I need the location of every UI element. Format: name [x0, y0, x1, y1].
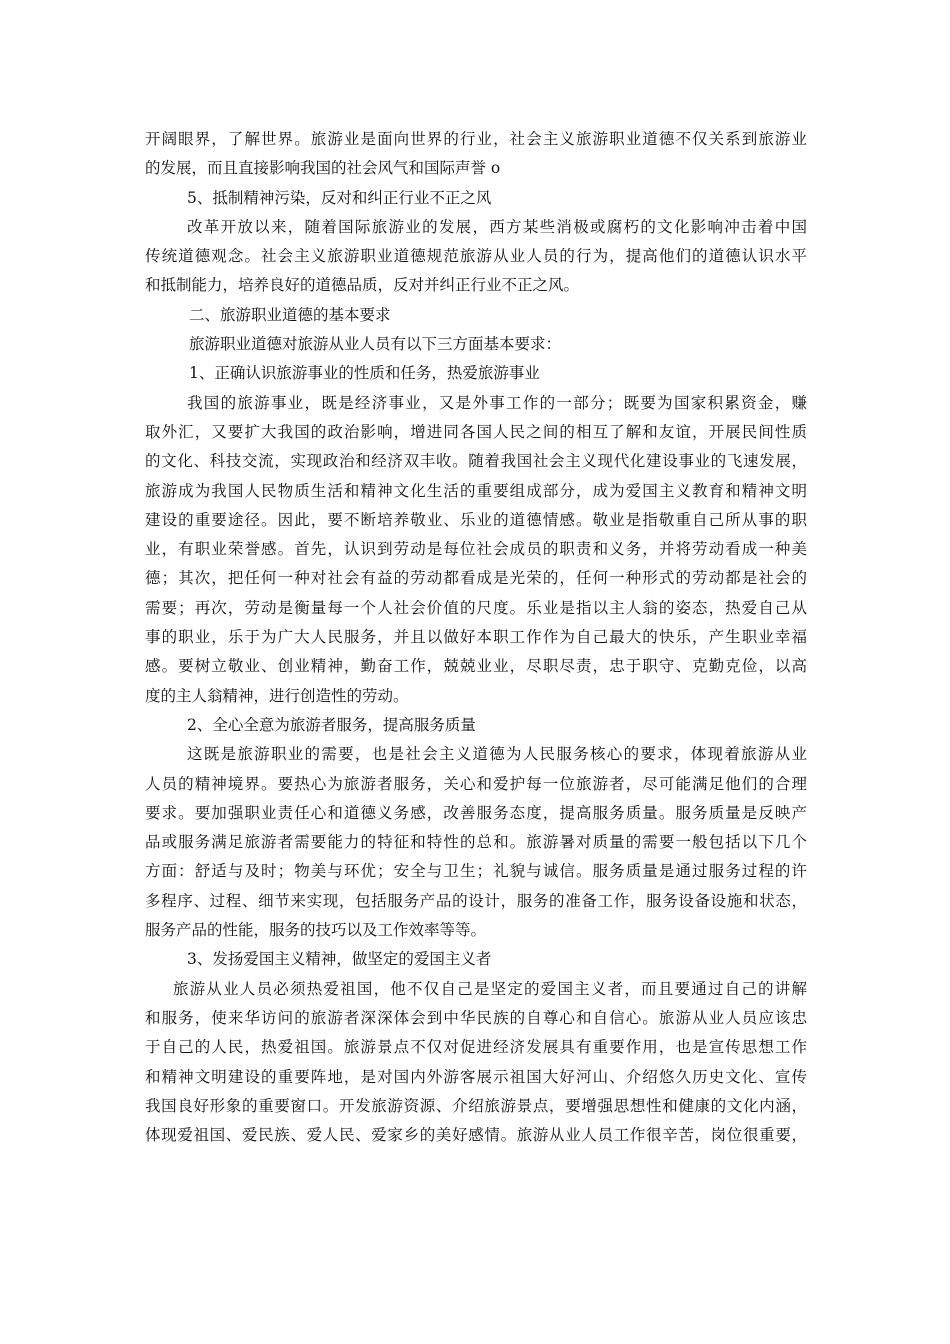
paragraph-line: 和服务，使来华访问的旅游者深深体会到中华民族的自尊心和自信心。旅游从业人员应该忠 [145, 1008, 807, 1027]
paragraph-line: 旅游成为我国人民物质生活和精神文化生活的重要组成部分，成为爱国主义教育和精神文明 [145, 481, 807, 500]
paragraph-line: 度的主人翁精神，进行创造性的劳动。 [145, 686, 409, 705]
section-heading: 2、全心全意为旅游者服务，提高服务质量 [187, 715, 476, 734]
paragraph-line: 事的职业，乐于为广大人民服务，并且以做好本职工作作为自己最大的快乐，产生职业幸福 [145, 628, 807, 647]
paragraph-line: 的文化、科技交流，实现政治和经济双丰收。随着我国社会主义现代化建设事业的飞速发展， [145, 452, 807, 471]
paragraph-line: 旅游职业道德对旅游从业人员有以下三方面基本要求： [189, 335, 562, 354]
section-heading: 1、正确认识旅游事业的性质和任务，热爱旅游事业 [189, 364, 540, 383]
paragraph-line: 取外汇，又要扩大我国的政治影响，增进同各国人民之间的相互了解和友谊，开展民间性质 [145, 422, 807, 441]
paragraph-line: 开阔眼界，了解世界。旅游业是面向世界的行业，社会主义旅游职业道德不仅关系到旅游业 [145, 130, 807, 148]
paragraph-line: 服务产品的性能，服务的技巧以及工作效率等等。 [145, 921, 487, 940]
paragraph-line: 要求。要加强职业责任心和道德义务感，改善服务态度，提高服务质量。服务质量是反映产 [145, 803, 807, 822]
paragraph-line: 德；其次，把任何一种对社会有益的劳动都看成是光荣的，任何一种形式的劳动都是社会的 [145, 569, 807, 588]
paragraph-line: 旅游从业人员必须热爱祖国，他不仅自己是坚定的爱国主义者，而且要通过自己的讲解 [173, 979, 807, 998]
paragraph-line: 业，有职业荣誉感。首先，认识到劳动是每位社会成员的职责和义务，并将劳动看成一种美 [145, 540, 807, 559]
paragraph-line: 这既是旅游职业的需要，也是社会主义道德为人民服务核心的要求，体现着旅游从业 [187, 745, 807, 764]
paragraph-line: 我国良好形象的重要窗口。开发旅游资源、介绍旅游景点，要增强思想性和健康的文化内涵， [145, 1096, 807, 1115]
paragraph-line: 建设的重要途径。因此，要不断培养敬业、乐业的道德情感。敬业是指敬重自己所从事的职 [145, 510, 807, 529]
paragraph-line: 于自己的人民，热爱祖国。旅游景点不仅对促进经济发展具有重要作用，也是宣传思想工作 [145, 1038, 807, 1057]
paragraph-line: 品或服务满足旅游者需要能力的特征和特性的总和。旅游暑对质量的需要一般包括以下几个 [145, 833, 807, 852]
paragraph-line: 传统道德观念。社会主义旅游职业道德规范旅游从业人员的行为，提高他们的道德认识水平 [145, 247, 807, 266]
section-heading: 3、发扬爱国主义精神，做坚定的爱国主义者 [187, 950, 492, 969]
paragraph-line: 多程序、过程、细节来实现，包括服务产品的设计，服务的准备工作，服务设备设施和状态， [145, 891, 807, 910]
paragraph-line: 感。要树立敬业、创业精神，勤奋工作，兢兢业业，尽职尽责，忠于职守、克勤克俭，以高 [145, 657, 807, 676]
paragraph-line: 和精神文明建设的重要阵地，是对国内外游客展示祖国大好河山、介绍悠久历史文化、宣传 [145, 1067, 807, 1086]
section-heading: 5、抵制精神污染，反对和纠正行业不正之风 [187, 188, 492, 207]
paragraph-line: 体现爱祖国、爱民族、爱人民、爱家乡的美好感情。旅游从业人员工作很辛苦，岗位很重要， [145, 1126, 807, 1145]
paragraph-line: 的发展，而且直接影响我国的社会风气和国际声誉 o [145, 159, 501, 178]
paragraph-line: 方面：舒适与及时；物美与环优；安全与卫生；礼貌与诚信。服务质量是通过服务过程的许 [145, 862, 807, 881]
section-heading: 二、旅游职业道德的基本要求 [189, 305, 391, 324]
paragraph-line: 和抵制能力，培养良好的道德品质，反对并纠正行业不正之风。 [145, 276, 580, 295]
paragraph-line: 人员的精神境界。要热心为旅游者服务，关心和爱护每一位旅游者，尽可能满足他们的合理 [145, 774, 807, 793]
document-page [145, 125, 807, 1150]
paragraph-line: 我国的旅游事业，既是经济事业，又是外事工作的一部分；既要为国家积累资金，赚 [187, 393, 807, 412]
paragraph-line: 改革开放以来，随着国际旅游业的发展，西方某些消极或腐朽的文化影响冲击着中国 [187, 217, 807, 236]
paragraph-line: 需要；再次，劳动是衡量每一个人社会价值的尺度。乐业是指以主人翁的姿态，热爱自己从 [145, 598, 807, 617]
